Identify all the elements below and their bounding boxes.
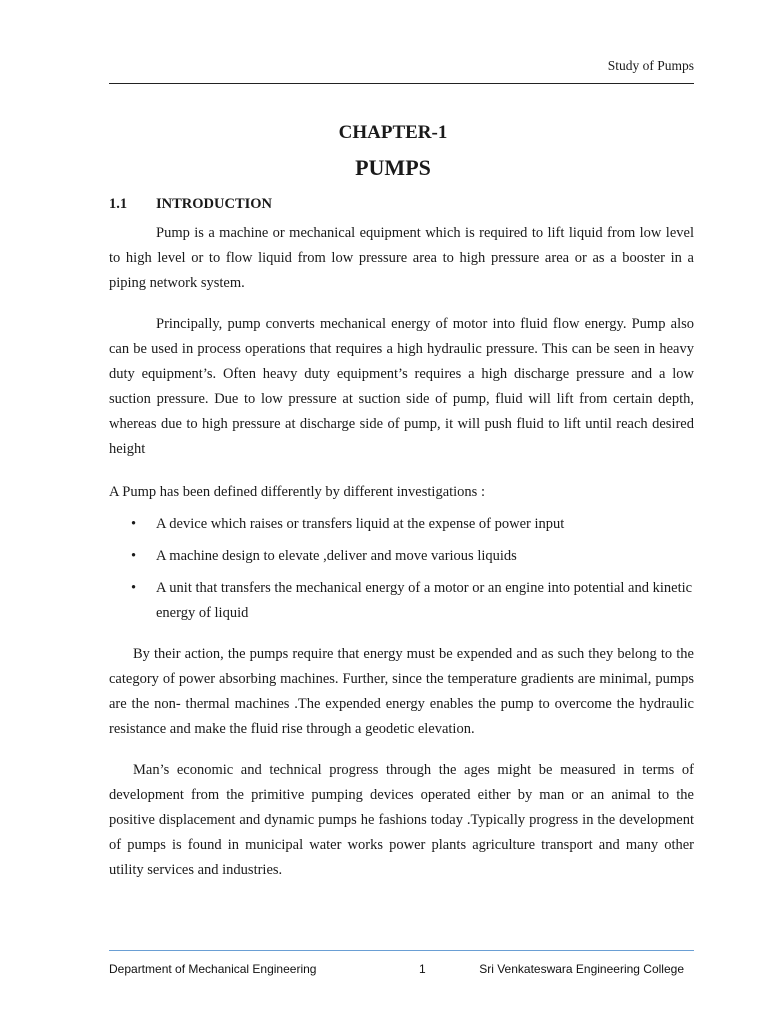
chapter-title: PUMPS [355,155,431,180]
header-rule [109,83,694,84]
section-title: INTRODUCTION [156,196,273,212]
chapter-label: CHAPTER-1 [338,122,448,143]
footer-department: Department of Mechanical Engineering [109,962,317,976]
list-item [109,512,694,537]
definition-list [109,512,694,633]
paragraph-principle: Principally, pump converts mechanical energy of motor into fluid flow energy. Pump also can be used in process operations that requires a high hydraulic pressure. This can be seen in heavy duty equipment’s. Often heavy duty equipment’s requires a high discharge pressure and a low suction pressure. Due to low pressure at suction side of pump, fluid will lift from certain depth, whereas due to high pressure at discharge side of pump, it will push fluid to lift until reach desired height [109,316,694,457]
section-number: 1.1 [109,196,128,212]
paragraph-definitions-lead: A Pump has been defined differently by different investigations : [109,484,485,500]
list-item-text: A machine design to elevate ,deliver and move various liquids [156,548,517,564]
page-number: 1 [419,962,426,976]
bullet-icon: • [131,580,137,596]
list-item [109,544,694,569]
list-item-text: A unit that transfers the mechanical energy of a motor or an engine into potential and kinetic energy of liquid [156,580,693,621]
section-heading [109,196,272,213]
list-item [109,576,694,626]
paragraph-progress: Man’s economic and technical progress through the ages might be measured in terms of development from the primitive pumping devices operated either by man or an animal to the positive displacement and dynamic pumps he fashions today .Typically progress in the development of pumps is found in municipal water works power plants agriculture transport and many other utility services and industries. [109,762,694,878]
footer-college: Sri Venkateswara Engineering College [479,962,684,976]
bullet-icon: • [131,548,137,564]
footer-rule [109,950,694,951]
running-header: Study of Pumps [607,58,694,73]
bullet-icon: • [131,516,137,532]
list-item-text: A device which raises or transfers liquid at the expense of power input [156,516,565,532]
paragraph-action: By their action, the pumps require that energy must be expended and as such they belong to the category of power absorbing machines. Further, since the temperature gradients are minimal, pumps are the non- thermal machines .The expended energy enables the pump to overcome the hydraulic resistance and make the fluid rise through a geodetic elevation. [109,646,694,737]
paragraph-intro: Pump is a machine or mechanical equipment which is required to lift liquid from low level to high level or to flow liquid from low pressure area to high pressure area or as a booster in a piping network system. [109,225,694,291]
